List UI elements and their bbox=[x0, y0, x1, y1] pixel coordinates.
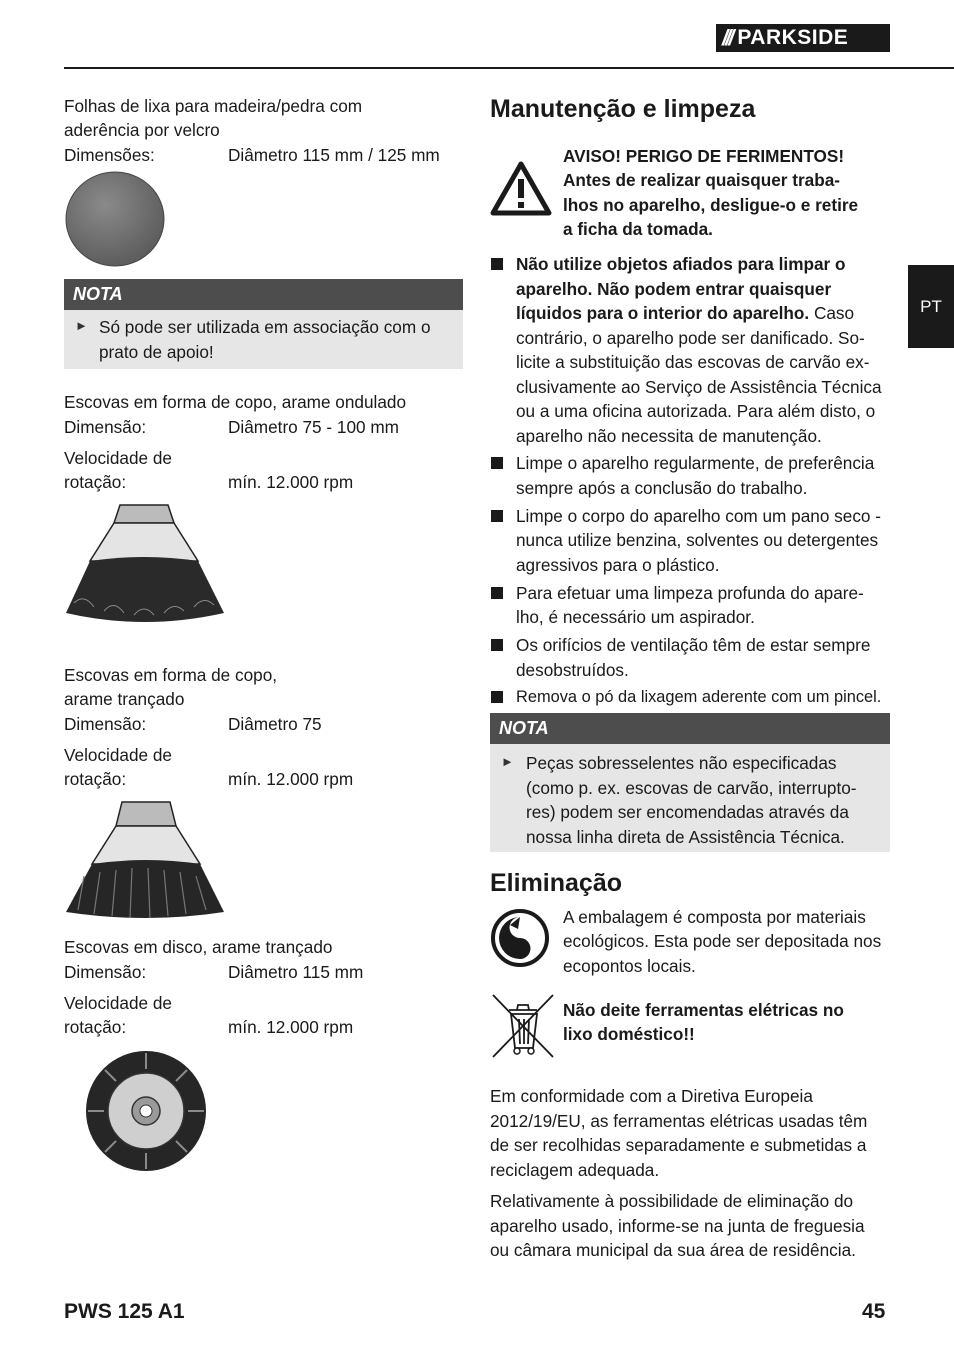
disc-title: Escovas em disco, arame trançado bbox=[64, 937, 333, 957]
header-rule bbox=[64, 67, 954, 69]
logo-slashes: /// bbox=[722, 25, 732, 50]
directive-line1: Em conformidade com a Diretiva Europeia bbox=[490, 1086, 813, 1106]
logo-brand: PARKSIDE bbox=[737, 26, 849, 49]
sanding-title-line2: aderência por velcro bbox=[64, 120, 220, 140]
disc-brush-image bbox=[84, 1049, 208, 1173]
cup-wavy-dim-value: Diâmetro 75 - 100 mm bbox=[228, 417, 399, 437]
bullet4-line1: Para efetuar uma limpeza profunda do apare- bbox=[516, 583, 864, 603]
warning-line4: a ficha da tomada. bbox=[563, 219, 713, 239]
bullet3-line3: agressivos para o plástico. bbox=[516, 555, 720, 575]
bullet1-line1: Não utilize objetos afiados para limpar o bbox=[516, 254, 846, 274]
cup-brush-twisted-image bbox=[64, 800, 228, 922]
bullet5-line2: desobstruídos. bbox=[516, 660, 629, 680]
cup-twisted-title1: Escovas em forma de copo, bbox=[64, 665, 278, 685]
bullet1-line6: clusivamente ao Serviço de Assistência Técnica bbox=[516, 377, 882, 397]
nota2-line4: nossa linha direta de Assistência Técnica. bbox=[526, 827, 845, 847]
cup-twisted-dim-value: Diâmetro 75 bbox=[228, 714, 322, 734]
packaging-line1: A embalagem é composta por materiais bbox=[563, 907, 866, 927]
sanding-disc-image bbox=[64, 170, 166, 268]
bullet3-line1: Limpe o corpo do aparelho com um pano seco - bbox=[516, 506, 881, 526]
nota2-line1: Peças sobresselentes não especificadas bbox=[526, 753, 837, 773]
bullet1-line4: contrário, o aparelho pode ser danificado. So- bbox=[516, 328, 865, 348]
bullet1-line3-bold: líquidos para o interior do aparelho. bbox=[516, 303, 810, 323]
cup-twisted-dim-label: Dimensão: bbox=[64, 714, 147, 734]
bullet1-line8: aparelho não necessita de manutenção. bbox=[516, 426, 822, 446]
disc-speed-value: mín. 12.000 rpm bbox=[228, 1017, 354, 1037]
bullet1-line3 bbox=[516, 301, 854, 326]
nota2-header bbox=[490, 713, 890, 744]
nota1-body bbox=[64, 310, 463, 369]
disc-dim-value: Diâmetro 115 mm bbox=[228, 962, 364, 982]
directive-line2: 2012/19/EU, as ferramentas elétricas usadas têm bbox=[490, 1111, 868, 1131]
language-tab bbox=[908, 265, 954, 348]
cup-wavy-title: Escovas em forma de copo, arame ondulado bbox=[64, 392, 407, 412]
bullet1-line3-rest: Caso bbox=[809, 303, 855, 323]
bullet5-line1: Os orifícios de ventilação têm de estar sempre bbox=[516, 635, 871, 655]
cup-wavy-dim-label: Dimensão: bbox=[64, 417, 147, 437]
disc-speed-label1: Velocidade de bbox=[64, 993, 172, 1013]
nota1-title: NOTA bbox=[73, 284, 123, 304]
directive-line4: reciclagem adequada. bbox=[490, 1160, 660, 1180]
disposal-heading: Eliminação bbox=[490, 869, 622, 897]
weee-line2: lixo doméstico!! bbox=[563, 1024, 695, 1044]
cup-wavy-speed-label1: Velocidade de bbox=[64, 448, 172, 468]
weee-line1: Não deite ferramentas elétricas no bbox=[563, 1000, 844, 1020]
page-number: 45 bbox=[862, 1300, 886, 1323]
cup-twisted-title2: arame trançado bbox=[64, 689, 185, 709]
nota2-line3: res) podem ser encomendadas através da bbox=[526, 802, 849, 822]
bullet-square-icon bbox=[491, 691, 503, 703]
bullet-square-icon bbox=[491, 258, 503, 270]
cup-twisted-speed-value: mín. 12.000 rpm bbox=[228, 769, 354, 789]
warning-line2: Antes de realizar quaisquer traba- bbox=[563, 170, 840, 190]
recycling-green-dot-icon bbox=[490, 908, 550, 968]
cup-twisted-speed-label1: Velocidade de bbox=[64, 745, 172, 765]
packaging-line3: ecopontos locais. bbox=[563, 956, 696, 976]
directive-line3: de ser recolhidas separadamente e submetidas a bbox=[490, 1135, 867, 1155]
maintenance-heading: Manutenção e limpeza bbox=[490, 95, 756, 123]
sanding-dim-value: Diâmetro 115 mm / 125 mm bbox=[228, 145, 440, 165]
bullet1-line5: licite a substituição das escovas de carvão ex- bbox=[516, 352, 870, 372]
nota1-header bbox=[64, 279, 463, 310]
bullet2-line1: Limpe o aparelho regularmente, de preferência bbox=[516, 453, 875, 473]
packaging-line2: ecológicos. Esta pode ser depositada nos bbox=[563, 931, 882, 951]
cup-wavy-speed-label2: rotação: bbox=[64, 472, 127, 492]
nota1-line1: Só pode ser utilizada em associação com o bbox=[99, 317, 431, 337]
bullet-square-icon bbox=[491, 639, 503, 651]
nota1-line2: prato de apoio! bbox=[99, 342, 214, 362]
language-tab-label: PT bbox=[920, 296, 942, 316]
bullet6-line1: Remova o pó da lixagem aderente com um pincel. bbox=[516, 688, 882, 706]
cup-twisted-speed-label2: rotação: bbox=[64, 769, 127, 789]
weee-crossed-bin-icon bbox=[490, 992, 556, 1060]
footer-model: PWS 125 A1 bbox=[64, 1300, 185, 1323]
warning-line1: AVISO! PERIGO DE FERIMENTOS! bbox=[563, 146, 845, 166]
warning-line3: lhos no aparelho, desligue-o e retire bbox=[563, 195, 859, 215]
sanding-title-line1: Folhas de lixa para madeira/pedra com bbox=[64, 96, 363, 116]
nota2-body bbox=[490, 744, 890, 852]
disc-dim-label: Dimensão: bbox=[64, 962, 147, 982]
cup-brush-wavy-image bbox=[64, 503, 228, 629]
sanding-dim-label: Dimensões: bbox=[64, 145, 155, 165]
municipal-line2: aparelho usado, informe-se na junta de freguesia bbox=[490, 1216, 865, 1236]
disc-speed-label2: rotação: bbox=[64, 1017, 127, 1037]
bullet1-line7: ou a uma oficina autorizada. Para além disto, o bbox=[516, 401, 876, 421]
arrow-icon: ► bbox=[75, 318, 88, 333]
bullet3-line2: nunca utilize benzina, solventes ou detergentes bbox=[516, 530, 879, 550]
cup-wavy-speed-value: mín. 12.000 rpm bbox=[228, 472, 354, 492]
municipal-line3: ou câmara municipal da sua área de residência. bbox=[490, 1240, 856, 1260]
municipal-line1: Relativamente à possibilidade de eliminação do bbox=[490, 1191, 854, 1211]
bullet1-line2: aparelho. Não podem entrar quaisquer bbox=[516, 279, 832, 299]
bullet2-line2: sempre após a conclusão do trabalho. bbox=[516, 478, 808, 498]
bullet4-line2: lho, é necessário um aspirador. bbox=[516, 607, 755, 627]
parkside-logo bbox=[716, 24, 890, 52]
arrow-icon: ► bbox=[501, 754, 514, 769]
bullet-square-icon bbox=[491, 457, 503, 469]
bullet-square-icon bbox=[491, 510, 503, 522]
nota2-title: NOTA bbox=[499, 718, 549, 738]
bullet-square-icon bbox=[491, 587, 503, 599]
warning-triangle-icon bbox=[490, 160, 552, 216]
nota2-line2: (como p. ex. escovas de carvão, interrupto- bbox=[526, 778, 857, 798]
